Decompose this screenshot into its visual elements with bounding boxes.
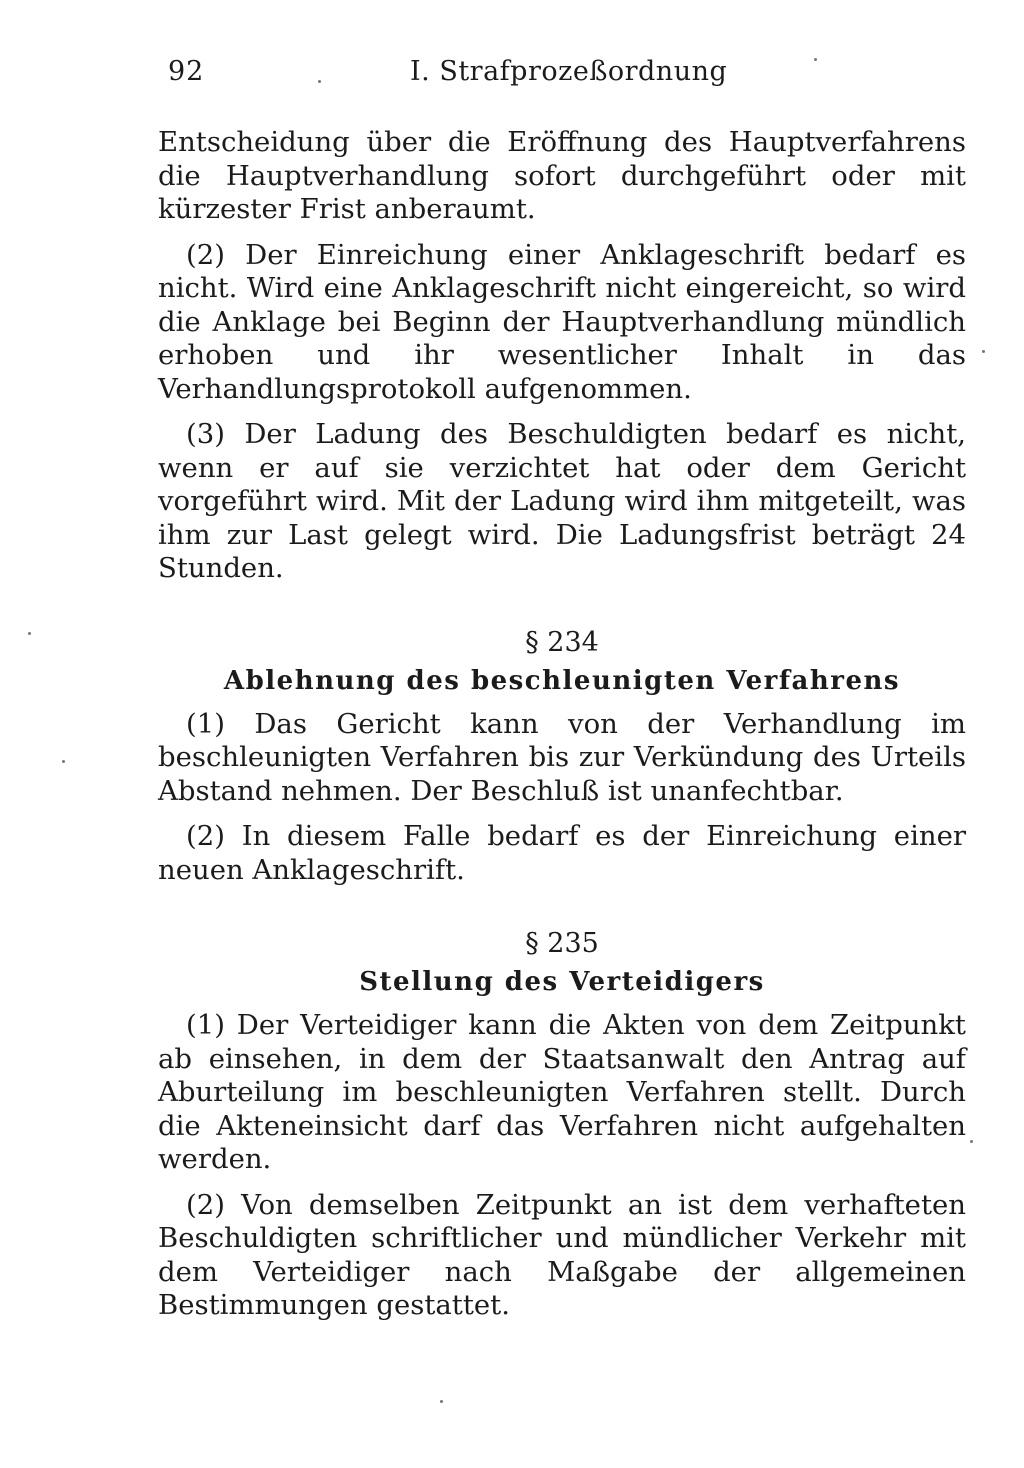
section-paragraph: (2) Von demselben Zeitpunkt an ist dem verhafteten Beschuldigten schriftlicher und mündlicher Verkehr mit dem Verteidiger nach Maßgabe der allgemeinen Bestimmungen gestattet. xyxy=(158,1188,966,1321)
section-paragraph: (2) In diesem Falle bedarf es der Einreichung einer neuen Anklageschrift. xyxy=(158,820,966,886)
section-paragraph: (1) Das Gericht kann von der Verhandlung im beschleunigten Verfahren bis zur Verkündung des Urteils Abstand nehmen. Der Beschluß ist unanfechtbar. xyxy=(158,707,966,807)
scan-speck xyxy=(318,80,321,83)
section-title: Ablehnung des beschleunigten Verfahrens xyxy=(223,665,901,696)
body-text xyxy=(158,126,966,1323)
section-number: § 235 xyxy=(525,928,599,959)
section-title: Stellung des Verteidigers xyxy=(359,967,765,997)
scan-speck xyxy=(982,350,985,353)
paragraph-2: (2) Der Einreichung einer Anklageschrift bedarf es nicht. Wird eine Anklageschrift nicht eingereicht, so wird die Anklage bei Beginn der Hauptverhandlung mündlich erhoben und ihr wesentlicher Inhalt in das Verhandlungsprotokoll aufgenommen. xyxy=(158,238,966,405)
scan-speck xyxy=(814,58,817,61)
paragraph-3: (3) Der Ladung des Beschuldigten bedarf es nicht, wenn er auf sie verzichtet hat oder dem Gericht vorgeführt wird. Mit der Ladung wird ihm mitgeteilt, was ihm zur Last gelegt wird. Die Ladungsfrist beträgt 24 Stunden. xyxy=(158,418,966,584)
scan-speck xyxy=(28,632,31,635)
scan-speck xyxy=(440,1400,443,1403)
running-title: I. Strafprozeßordnung xyxy=(410,56,728,87)
scan-speck xyxy=(62,760,65,763)
page-number: 92 xyxy=(168,56,205,87)
section-235 xyxy=(158,927,966,1323)
section-number: § 234 xyxy=(525,626,599,658)
section-paragraph: (1) Der Verteidiger kann die Akten von dem Zeitpunkt ab einsehen, in dem der Staatsanwalt den Antrag auf Aburteilung im beschleunigten Verfahren stellt. Durch die Akteneinsicht darf das Verfahren nicht aufgehalten werden. xyxy=(158,1009,966,1175)
continuation-paragraph: Entscheidung über die Eröffnung des Hauptverfahrens die Hauptverhandlung sofort durchgeführt oder mit kürzester Frist anberaumt. xyxy=(158,126,966,225)
scan-speck xyxy=(970,1140,973,1143)
page-header xyxy=(168,56,728,100)
section-234 xyxy=(158,626,966,888)
